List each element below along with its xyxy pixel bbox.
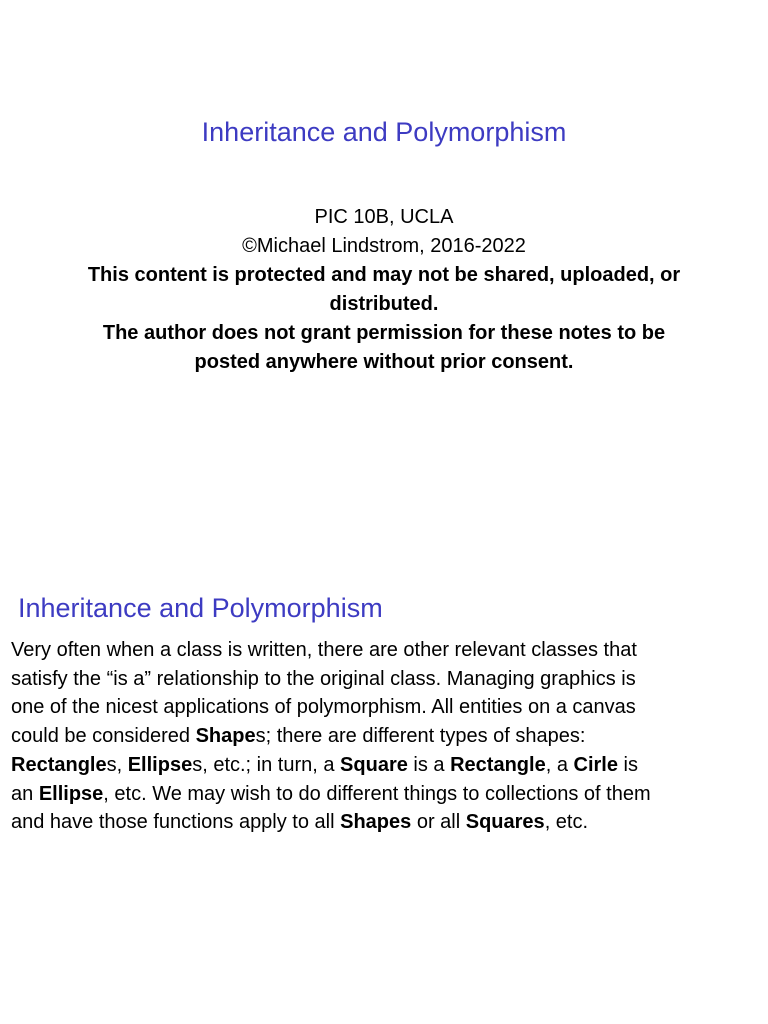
body-text-run: s; there are different types of shapes:	[255, 725, 586, 748]
protection-notice-line-1: This content is protected and may not be shared, uploaded, or	[87, 264, 681, 286]
bold-term: Ellipse	[38, 782, 104, 805]
body-text-run: or all	[411, 811, 466, 834]
body-text-run: an	[11, 782, 39, 805]
course-label: PIC 10B, UCLA	[314, 206, 454, 228]
slide-title: Inheritance and Polymorphism	[201, 117, 567, 147]
body-text-run: , etc.	[544, 811, 589, 834]
body-line	[11, 636, 756, 665]
body-text-run: one of the nicest applications of polymorphism. All entities on a canvas	[11, 696, 636, 719]
body-text-run: s,	[106, 753, 128, 776]
body-text-run: is	[617, 753, 638, 776]
body-line	[11, 751, 756, 780]
body-text-run: , etc. We may wish to do different things to collections of them	[103, 782, 651, 805]
bold-term: Shapes	[340, 811, 412, 834]
bold-term: Square	[340, 753, 408, 776]
body-line	[11, 780, 756, 809]
body-text-run: satisfy the “is a” relationship to the original class. Managing graphics is	[11, 667, 636, 690]
protection-notice-line-2: distributed.	[329, 293, 439, 315]
content-slide	[0, 512, 768, 1024]
slide-heading: Inheritance and Polymorphism	[18, 593, 383, 623]
body-line	[11, 722, 756, 751]
bold-term: Cirle	[573, 753, 618, 776]
bold-term: Squares	[465, 811, 545, 834]
copyright-line: ©Michael Lindstrom, 2016-2022	[242, 235, 526, 257]
permission-notice-line-1: The author does not grant permission for these notes to be	[102, 322, 666, 344]
body-text-run: s, etc.; in turn, a	[192, 753, 341, 776]
body-text-run: could be considered	[11, 725, 196, 748]
body-text-run: Very often when a class is written, there are other relevant classes that	[11, 639, 637, 661]
bold-term: Rectangle	[450, 753, 546, 776]
slide-body-paragraph	[11, 636, 756, 837]
permission-notice-line-2: posted anywhere without prior consent.	[194, 351, 574, 373]
bold-term: Ellipse	[127, 753, 193, 776]
title-slide-subtitle-block	[20, 203, 748, 377]
body-text-run: and have those functions apply to all	[11, 811, 341, 834]
bold-term: Rectangle	[11, 753, 107, 776]
body-line	[11, 693, 756, 722]
body-text-run: is a	[407, 753, 451, 776]
bold-term: Shape	[195, 725, 256, 748]
body-text-run: , a	[545, 753, 574, 776]
body-line	[11, 808, 756, 837]
body-line	[11, 665, 756, 694]
